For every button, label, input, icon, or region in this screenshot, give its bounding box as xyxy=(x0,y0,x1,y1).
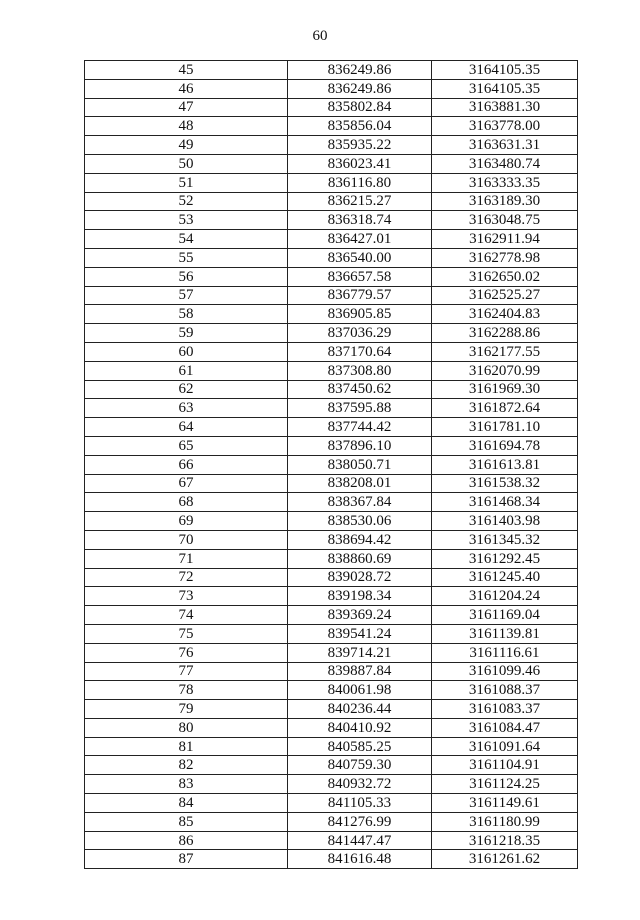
x-coordinate-cell: 836249.86 xyxy=(288,79,432,98)
x-coordinate-cell: 836249.86 xyxy=(288,61,432,80)
table-row xyxy=(85,192,578,211)
y-coordinate-cell: 3161261.62 xyxy=(432,850,578,869)
table-row xyxy=(85,361,578,380)
point-number-cell: 87 xyxy=(85,850,288,869)
x-coordinate-cell: 836905.85 xyxy=(288,305,432,324)
x-coordinate-cell: 837036.29 xyxy=(288,324,432,343)
table-row xyxy=(85,173,578,192)
point-number-cell: 71 xyxy=(85,549,288,568)
y-coordinate-cell: 3163048.75 xyxy=(432,211,578,230)
point-number-cell: 83 xyxy=(85,775,288,794)
y-coordinate-cell: 3162404.83 xyxy=(432,305,578,324)
x-coordinate-cell: 835856.04 xyxy=(288,117,432,136)
x-coordinate-cell: 841447.47 xyxy=(288,831,432,850)
x-coordinate-cell: 840061.98 xyxy=(288,681,432,700)
x-coordinate-cell: 840410.92 xyxy=(288,718,432,737)
y-coordinate-cell: 3161245.40 xyxy=(432,568,578,587)
x-coordinate-cell: 837450.62 xyxy=(288,380,432,399)
x-coordinate-cell: 839198.34 xyxy=(288,587,432,606)
point-number-cell: 72 xyxy=(85,568,288,587)
point-number-cell: 57 xyxy=(85,286,288,305)
point-number-cell: 56 xyxy=(85,267,288,286)
y-coordinate-cell: 3161180.99 xyxy=(432,812,578,831)
table-row xyxy=(85,286,578,305)
point-number-cell: 76 xyxy=(85,643,288,662)
y-coordinate-cell: 3161169.04 xyxy=(432,606,578,625)
point-number-cell: 64 xyxy=(85,418,288,437)
point-number-cell: 48 xyxy=(85,117,288,136)
y-coordinate-cell: 3162070.99 xyxy=(432,361,578,380)
y-coordinate-cell: 3161149.61 xyxy=(432,794,578,813)
point-number-cell: 51 xyxy=(85,173,288,192)
x-coordinate-cell: 839028.72 xyxy=(288,568,432,587)
table-row xyxy=(85,136,578,155)
point-number-cell: 52 xyxy=(85,192,288,211)
y-coordinate-cell: 3161091.64 xyxy=(432,737,578,756)
x-coordinate-cell: 836023.41 xyxy=(288,154,432,173)
y-coordinate-cell: 3163480.74 xyxy=(432,154,578,173)
table-row xyxy=(85,305,578,324)
x-coordinate-cell: 835802.84 xyxy=(288,98,432,117)
y-coordinate-cell: 3161292.45 xyxy=(432,549,578,568)
x-coordinate-cell: 839541.24 xyxy=(288,624,432,643)
point-number-cell: 68 xyxy=(85,493,288,512)
point-number-cell: 62 xyxy=(85,380,288,399)
x-coordinate-cell: 838694.42 xyxy=(288,530,432,549)
y-coordinate-cell: 3164105.35 xyxy=(432,79,578,98)
table-row xyxy=(85,399,578,418)
table-row xyxy=(85,737,578,756)
table-row xyxy=(85,587,578,606)
x-coordinate-cell: 840236.44 xyxy=(288,700,432,719)
y-coordinate-cell: 3161139.81 xyxy=(432,624,578,643)
coordinates-table xyxy=(84,60,578,869)
point-number-cell: 45 xyxy=(85,61,288,80)
y-coordinate-cell: 3161084.47 xyxy=(432,718,578,737)
table-row xyxy=(85,474,578,493)
x-coordinate-cell: 836427.01 xyxy=(288,230,432,249)
y-coordinate-cell: 3161872.64 xyxy=(432,399,578,418)
x-coordinate-cell: 836540.00 xyxy=(288,248,432,267)
table-row xyxy=(85,775,578,794)
point-number-cell: 54 xyxy=(85,230,288,249)
point-number-cell: 86 xyxy=(85,831,288,850)
y-coordinate-cell: 3162650.02 xyxy=(432,267,578,286)
table-row xyxy=(85,812,578,831)
y-coordinate-cell: 3161403.98 xyxy=(432,512,578,531)
x-coordinate-cell: 837896.10 xyxy=(288,436,432,455)
y-coordinate-cell: 3162177.55 xyxy=(432,342,578,361)
table-row xyxy=(85,643,578,662)
table-row xyxy=(85,267,578,286)
y-coordinate-cell: 3162288.86 xyxy=(432,324,578,343)
point-number-cell: 70 xyxy=(85,530,288,549)
x-coordinate-cell: 841105.33 xyxy=(288,794,432,813)
y-coordinate-cell: 3161969.30 xyxy=(432,380,578,399)
y-coordinate-cell: 3161468.34 xyxy=(432,493,578,512)
table-row xyxy=(85,342,578,361)
x-coordinate-cell: 838530.06 xyxy=(288,512,432,531)
x-coordinate-cell: 837170.64 xyxy=(288,342,432,361)
x-coordinate-cell: 840759.30 xyxy=(288,756,432,775)
table-row xyxy=(85,455,578,474)
y-coordinate-cell: 3161104.91 xyxy=(432,756,578,775)
table-row xyxy=(85,512,578,531)
point-number-cell: 67 xyxy=(85,474,288,493)
y-coordinate-cell: 3162525.27 xyxy=(432,286,578,305)
point-number-cell: 79 xyxy=(85,700,288,719)
y-coordinate-cell: 3161099.46 xyxy=(432,662,578,681)
x-coordinate-cell: 836657.58 xyxy=(288,267,432,286)
table-row xyxy=(85,549,578,568)
table-row xyxy=(85,756,578,775)
y-coordinate-cell: 3161538.32 xyxy=(432,474,578,493)
point-number-cell: 77 xyxy=(85,662,288,681)
x-coordinate-cell: 835935.22 xyxy=(288,136,432,155)
y-coordinate-cell: 3161694.78 xyxy=(432,436,578,455)
x-coordinate-cell: 839369.24 xyxy=(288,606,432,625)
page-number: 60 xyxy=(312,28,328,44)
point-number-cell: 85 xyxy=(85,812,288,831)
x-coordinate-cell: 840585.25 xyxy=(288,737,432,756)
table-row xyxy=(85,117,578,136)
x-coordinate-cell: 836215.27 xyxy=(288,192,432,211)
y-coordinate-cell: 3161116.61 xyxy=(432,643,578,662)
table-row xyxy=(85,230,578,249)
y-coordinate-cell: 3161613.81 xyxy=(432,455,578,474)
y-coordinate-cell: 3162778.98 xyxy=(432,248,578,267)
table-row xyxy=(85,493,578,512)
point-number-cell: 61 xyxy=(85,361,288,380)
table-row xyxy=(85,324,578,343)
x-coordinate-cell: 836116.80 xyxy=(288,173,432,192)
point-number-cell: 60 xyxy=(85,342,288,361)
table-row xyxy=(85,211,578,230)
coordinates-table-body xyxy=(85,61,578,869)
table-row xyxy=(85,154,578,173)
point-number-cell: 46 xyxy=(85,79,288,98)
point-number-cell: 58 xyxy=(85,305,288,324)
point-number-cell: 65 xyxy=(85,436,288,455)
table-row xyxy=(85,530,578,549)
table-row xyxy=(85,436,578,455)
point-number-cell: 50 xyxy=(85,154,288,173)
x-coordinate-cell: 837308.80 xyxy=(288,361,432,380)
y-coordinate-cell: 3163631.31 xyxy=(432,136,578,155)
x-coordinate-cell: 840932.72 xyxy=(288,775,432,794)
x-coordinate-cell: 836779.57 xyxy=(288,286,432,305)
x-coordinate-cell: 838367.84 xyxy=(288,493,432,512)
table-row xyxy=(85,662,578,681)
y-coordinate-cell: 3161124.25 xyxy=(432,775,578,794)
point-number-cell: 66 xyxy=(85,455,288,474)
y-coordinate-cell: 3164105.35 xyxy=(432,61,578,80)
table-row xyxy=(85,418,578,437)
table-row xyxy=(85,606,578,625)
x-coordinate-cell: 839714.21 xyxy=(288,643,432,662)
y-coordinate-cell: 3161088.37 xyxy=(432,681,578,700)
point-number-cell: 59 xyxy=(85,324,288,343)
y-coordinate-cell: 3161781.10 xyxy=(432,418,578,437)
y-coordinate-cell: 3163778.00 xyxy=(432,117,578,136)
x-coordinate-cell: 841616.48 xyxy=(288,850,432,869)
table-row xyxy=(85,248,578,267)
point-number-cell: 49 xyxy=(85,136,288,155)
point-number-cell: 81 xyxy=(85,737,288,756)
point-number-cell: 63 xyxy=(85,399,288,418)
table-row xyxy=(85,681,578,700)
point-number-cell: 47 xyxy=(85,98,288,117)
table-row xyxy=(85,98,578,117)
x-coordinate-cell: 839887.84 xyxy=(288,662,432,681)
point-number-cell: 55 xyxy=(85,248,288,267)
x-coordinate-cell: 838050.71 xyxy=(288,455,432,474)
table-row xyxy=(85,831,578,850)
point-number-cell: 80 xyxy=(85,718,288,737)
y-coordinate-cell: 3161204.24 xyxy=(432,587,578,606)
table-row xyxy=(85,850,578,869)
point-number-cell: 78 xyxy=(85,681,288,700)
table-row xyxy=(85,79,578,98)
table-row xyxy=(85,718,578,737)
x-coordinate-cell: 836318.74 xyxy=(288,211,432,230)
x-coordinate-cell: 838860.69 xyxy=(288,549,432,568)
table-row xyxy=(85,794,578,813)
point-number-cell: 74 xyxy=(85,606,288,625)
point-number-cell: 84 xyxy=(85,794,288,813)
y-coordinate-cell: 3163189.30 xyxy=(432,192,578,211)
x-coordinate-cell: 837595.88 xyxy=(288,399,432,418)
point-number-cell: 82 xyxy=(85,756,288,775)
y-coordinate-cell: 3163333.35 xyxy=(432,173,578,192)
point-number-cell: 53 xyxy=(85,211,288,230)
table-row xyxy=(85,624,578,643)
y-coordinate-cell: 3161345.32 xyxy=(432,530,578,549)
x-coordinate-cell: 841276.99 xyxy=(288,812,432,831)
x-coordinate-cell: 837744.42 xyxy=(288,418,432,437)
y-coordinate-cell: 3161083.37 xyxy=(432,700,578,719)
table-row xyxy=(85,568,578,587)
y-coordinate-cell: 3161218.35 xyxy=(432,831,578,850)
y-coordinate-cell: 3162911.94 xyxy=(432,230,578,249)
point-number-cell: 75 xyxy=(85,624,288,643)
x-coordinate-cell: 838208.01 xyxy=(288,474,432,493)
table-row xyxy=(85,700,578,719)
point-number-cell: 69 xyxy=(85,512,288,531)
table-row xyxy=(85,61,578,80)
table-row xyxy=(85,380,578,399)
y-coordinate-cell: 3163881.30 xyxy=(432,98,578,117)
point-number-cell: 73 xyxy=(85,587,288,606)
